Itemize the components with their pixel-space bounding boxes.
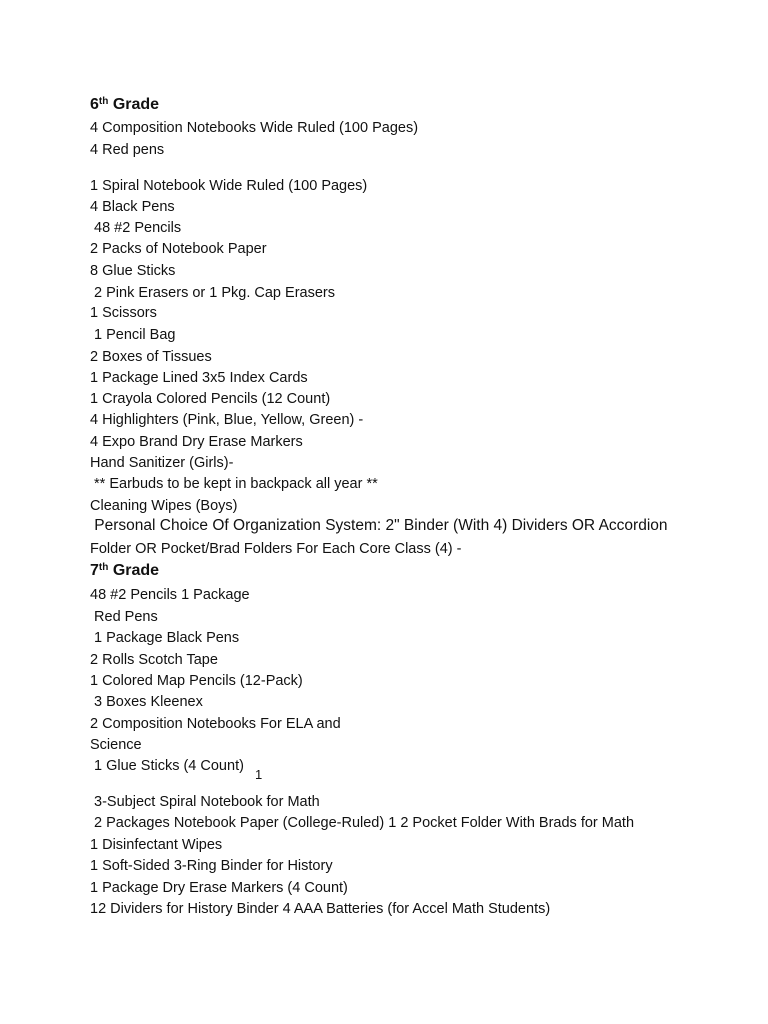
page-number: 1 (255, 767, 263, 782)
list-item: 1 Package Dry Erase Markers (4 Count) (90, 880, 348, 896)
list-item: 48 #2 Pencils 1 Package (90, 587, 250, 603)
list-item: 1 Package Black Pens (90, 630, 240, 646)
list-item: 4 Expo Brand Dry Erase Markers (90, 434, 303, 450)
list-item: 2 Boxes of Tissues (90, 349, 212, 365)
list-item: Red Pens (90, 609, 158, 625)
list-item: 2 Rolls Scotch Tape (90, 652, 218, 668)
list-item: Hand Sanitizer (Girls)- (90, 455, 234, 471)
list-item: 4 Composition Notebooks Wide Ruled (100 Pages) (90, 120, 419, 136)
list-item: 3-Subject Spiral Notebook for Math (90, 794, 320, 810)
list-item: 1 Pencil Bag (90, 327, 176, 343)
list-item: 4 Red pens (90, 142, 165, 158)
list-item: 2 Packages Notebook Paper (College-Ruled) 1 2 Pocket Folder With Brads for Math (90, 815, 635, 831)
list-item: 1 Disinfectant Wipes (90, 837, 223, 853)
list-item: 1 Glue Sticks (4 Count) (90, 758, 244, 774)
list-item: Personal Choice Of Organization System: 2" Binder (With 4) Dividers OR Accordion (90, 517, 668, 534)
list-item: Science (90, 737, 142, 753)
list-item: 1 Scissors (90, 305, 157, 321)
grade7-heading: 7th Grade (90, 562, 160, 579)
list-item: Folder OR Pocket/Brad Folders For Each Core Class (4) - (90, 541, 462, 557)
list-item: 3 Boxes Kleenex (90, 694, 203, 710)
list-item: 4 Highlighters (Pink, Blue, Yellow, Green) - (90, 412, 364, 428)
list-item: 8 Glue Sticks (90, 263, 176, 279)
list-item: 48 #2 Pencils (90, 220, 182, 236)
list-item: 12 Dividers for History Binder 4 AAA Batteries (for Accel Math Students) (90, 901, 551, 917)
list-item: ** Earbuds to be kept in backpack all year ** (90, 476, 378, 492)
list-item: 1 Soft-Sided 3-Ring Binder for History (90, 858, 333, 874)
list-item: 1 Colored Map Pencils (12-Pack) (90, 673, 303, 689)
list-item: 1 Crayola Colored Pencils (12 Count) (90, 391, 331, 407)
list-item: 4 Black Pens (90, 199, 175, 215)
list-item: 2 Packs of Notebook Paper (90, 241, 267, 257)
list-item: 1 Package Lined 3x5 Index Cards (90, 370, 308, 386)
list-item: 2 Composition Notebooks For ELA and (90, 716, 341, 732)
grade6-heading: 6th Grade (90, 96, 160, 113)
list-item: 1 Spiral Notebook Wide Ruled (100 Pages) (90, 178, 368, 194)
list-item: Cleaning Wipes (Boys) (90, 498, 238, 514)
list-item: 2 Pink Erasers or 1 Pkg. Cap Erasers (90, 285, 335, 301)
